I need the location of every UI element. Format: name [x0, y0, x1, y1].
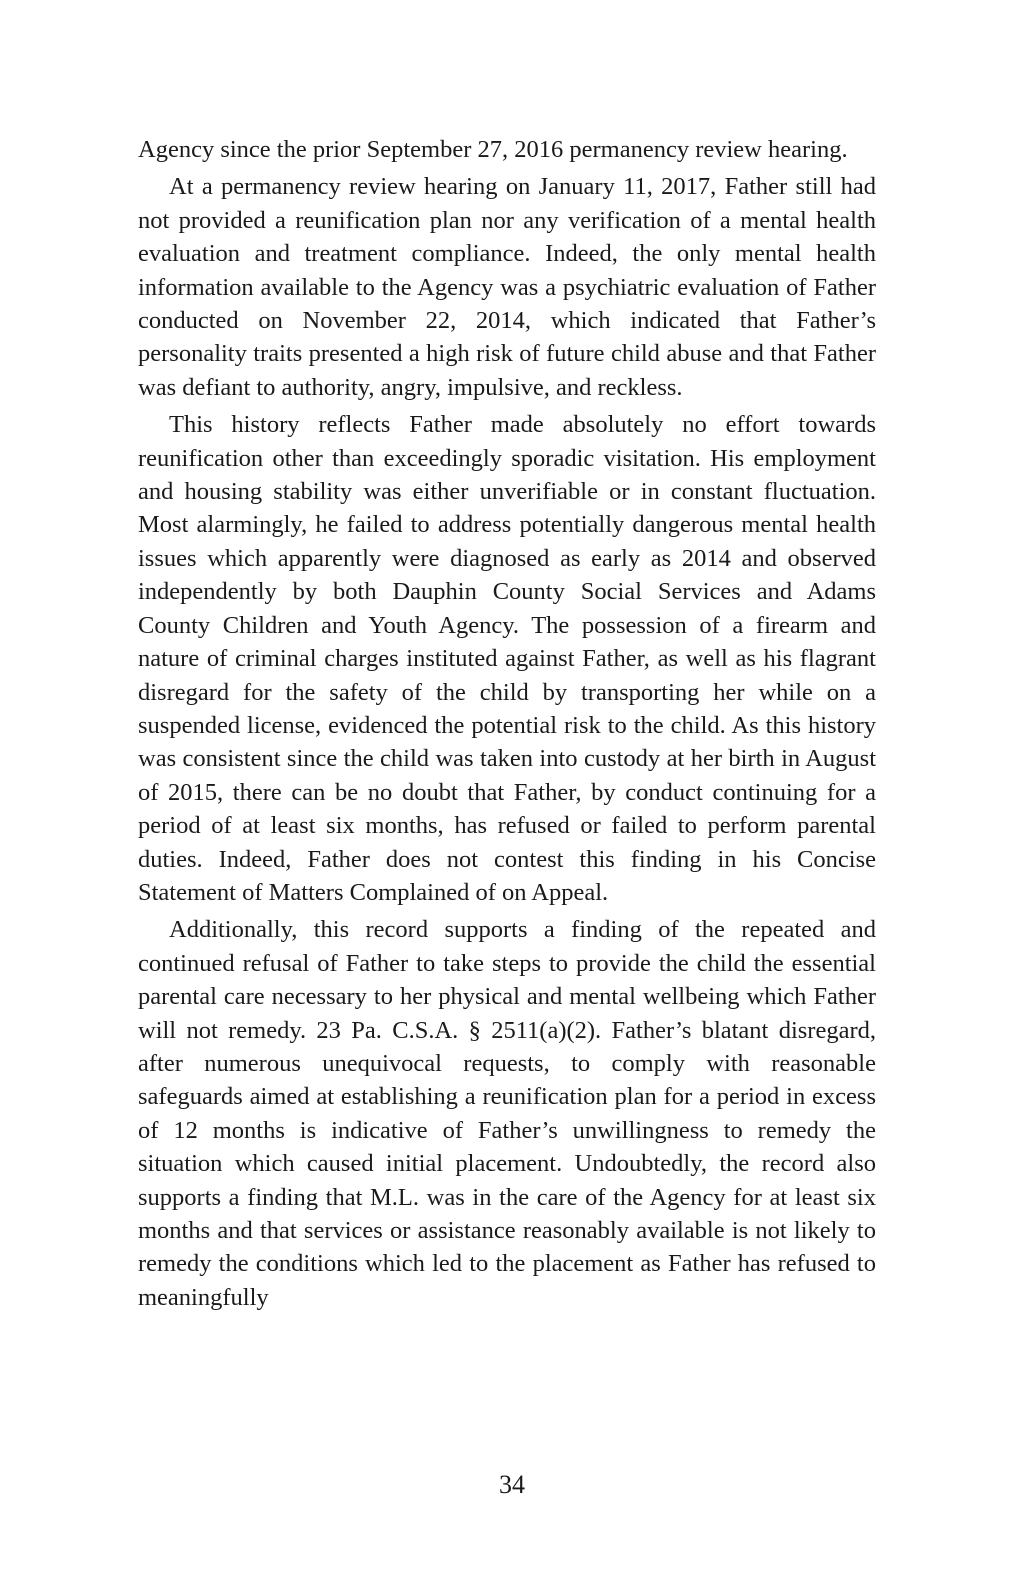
paragraph-history: This history reflects Father made absolutely no effort towards reunification other than exceedingly sporadic visitation. His employment and housing stability was either unverifiable or in constant fluctuation. Most alarmingly, he failed to address potentially dangerous mental health issues which apparently were diagnosed as early as 2014 and observed independently by both Dauphin County Social Services and Adams County Children and Youth Agency. The possession of a firearm and nature of criminal charges instituted against Father, as well as his flagrant disregard for the safety of the child by transporting her while on a suspended license, evidenced the potential risk to the child. As this history was consistent since the child was taken into custody at her birth in August of 2015, there can be no doubt that Father, by conduct continuing for a period of at least six months, has refused or failed to perform parental duties. Indeed, Father does not contest this finding in his Concise Statement of Matters Complained of on Appeal. — [138, 411, 876, 906]
page-number: 34 — [499, 1470, 525, 1499]
paragraph-additionally: Additionally, this record supports a finding of the repeated and continued refusal of Father to take steps to provide the child the essential parental care necessary to her physical and mental wellbeing which Father will not remedy. 23 Pa. C.S.A. § 2511(a)(2). Father’s blatant disregard, after numerous unequivocal requests, to comply with reasonable safeguards aimed at establishing a reunification plan for a period in excess of 12 months is indicative of Father’s unwillingness to remedy the situation which caused initial placement. Undoubtedly, the record also supports a finding that M.L. was in the care of the Agency for at least six months and that services or assistance reasonably available is not likely to remedy the conditions which led to the placement as Father has refused to meaningfully — [138, 916, 876, 1311]
paragraph-permanency-hearing: At a permanency review hearing on January 11, 2017, Father still had not provided a reunification plan nor any verification of a mental health evaluation and treatment compliance. Indeed, the only mental health information available to the Agency was a psychiatric evaluation of Father conducted on November 22, 2014, which indicated that Father’s personality traits presented a high risk of future child abuse and that Father was defiant to authority, angry, impulsive, and reckless. — [138, 173, 876, 401]
body-text — [138, 133, 876, 1318]
paragraph-continuation: Agency since the prior September 27, 2016 permanency review hearing. — [138, 136, 848, 163]
